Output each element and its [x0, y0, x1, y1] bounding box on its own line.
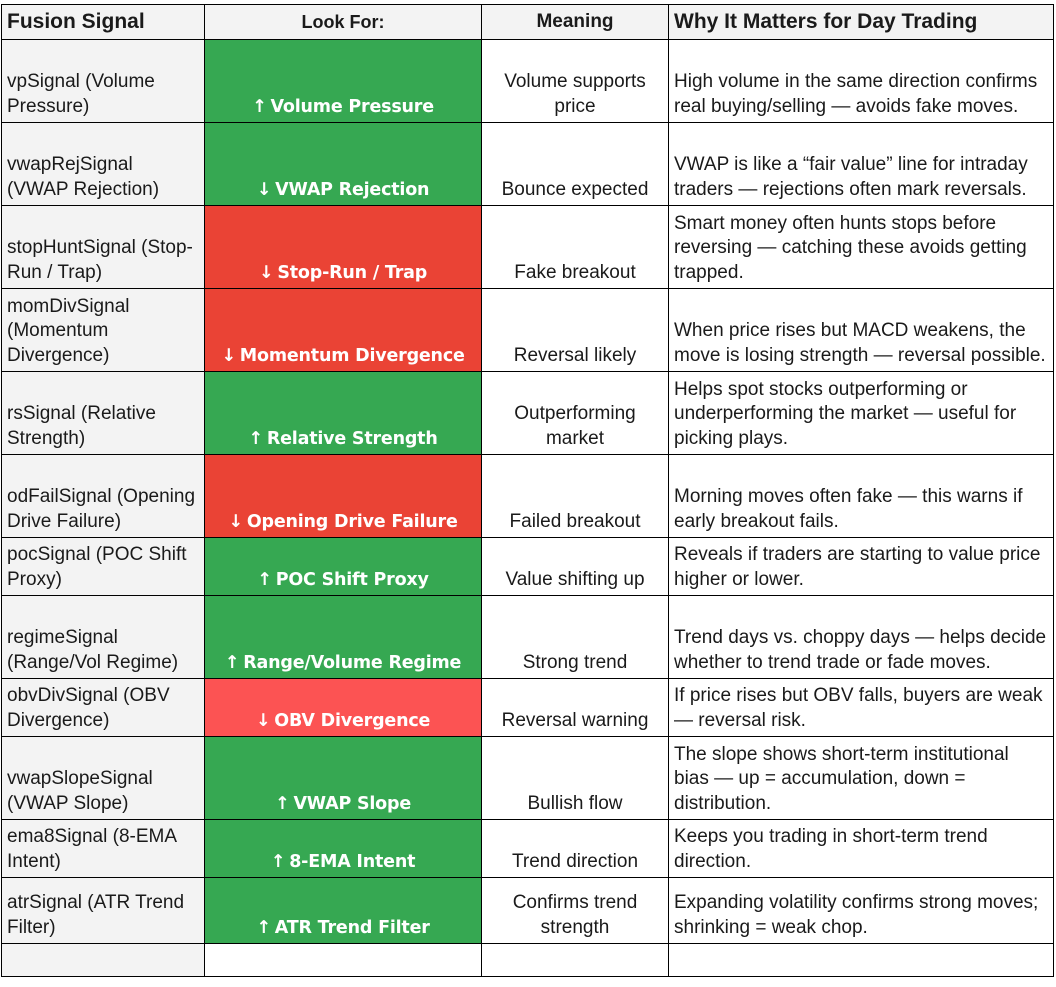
table-row	[2, 878, 1054, 944]
meaning-cell[interactable]: Bullish flow	[482, 737, 669, 820]
look-for-cell[interactable]	[205, 878, 482, 944]
table-row	[2, 596, 1054, 679]
look-for-cell[interactable]	[205, 123, 482, 206]
signal-cell[interactable]: vwapRejSignal (VWAP Rejection)	[2, 123, 205, 206]
look-for-label: ATR Trend Filter	[274, 917, 430, 938]
empty-cell[interactable]	[205, 944, 482, 977]
meaning-cell[interactable]: Strong trend	[482, 596, 669, 679]
look-for-cell[interactable]	[205, 455, 482, 538]
look-for-cell[interactable]	[205, 289, 482, 372]
look-for-cell[interactable]	[205, 538, 482, 596]
signal-cell[interactable]: obvDivSignal (OBV Divergence)	[2, 679, 205, 737]
header-look-for[interactable]: Look For:	[205, 5, 482, 40]
arrow-down-icon: ↓	[228, 511, 243, 532]
why-cell[interactable]: Helps spot stocks outperforming or underperforming the market — useful for picking plays.	[669, 372, 1054, 455]
look-for-cell[interactable]	[205, 372, 482, 455]
look-for-label: OBV Divergence	[274, 710, 431, 731]
why-cell[interactable]: Keeps you trading in short-term trend direction.	[669, 820, 1054, 878]
meaning-cell[interactable]: Failed breakout	[482, 455, 669, 538]
look-for-cell[interactable]	[205, 40, 482, 123]
why-cell[interactable]: The slope shows short-term institutional bias — up = accumulation, down = distribution.	[669, 737, 1054, 820]
signal-cell[interactable]: momDivSignal (Momentum Divergence)	[2, 289, 205, 372]
signals-table	[1, 4, 1054, 977]
signal-cell[interactable]: odFailSignal (Opening Drive Failure)	[2, 455, 205, 538]
table-body	[2, 40, 1054, 944]
arrow-up-icon: ↑	[274, 793, 290, 814]
meaning-cell[interactable]: Bounce expected	[482, 123, 669, 206]
why-cell[interactable]: VWAP is like a “fair value” line for intraday traders — rejections often mark reversals.	[669, 123, 1054, 206]
arrow-down-icon: ↓	[255, 710, 271, 731]
meaning-cell[interactable]: Volume supports price	[482, 40, 669, 123]
meaning-cell[interactable]: Outperforming market	[482, 372, 669, 455]
empty-cell[interactable]	[482, 944, 669, 977]
header-row	[2, 5, 1054, 40]
why-cell[interactable]: Expanding volatility confirms strong moves; shrinking = weak chop.	[669, 878, 1054, 944]
look-for-cell[interactable]	[205, 820, 482, 878]
empty-row	[2, 944, 1054, 977]
meaning-cell[interactable]: Reversal likely	[482, 289, 669, 372]
why-cell[interactable]: Trend days vs. choppy days — helps decide whether to trend trade or fade moves.	[669, 596, 1054, 679]
empty-cell[interactable]	[669, 944, 1054, 977]
signal-cell[interactable]: ema8Signal (8-EMA Intent)	[2, 820, 205, 878]
meaning-cell[interactable]: Reversal warning	[482, 679, 669, 737]
why-cell[interactable]: Reveals if traders are starting to value price higher or lower.	[669, 538, 1054, 596]
look-for-cell[interactable]	[205, 596, 482, 679]
arrow-up-icon: ↑	[224, 652, 240, 673]
look-for-label: Range/Volume Regime	[243, 652, 462, 673]
table-row	[2, 737, 1054, 820]
look-for-cell[interactable]	[205, 737, 482, 820]
header-meaning[interactable]: Meaning	[482, 5, 669, 40]
why-cell[interactable]: If price rises but OBV falls, buyers are weak — reversal risk.	[669, 679, 1054, 737]
meaning-cell[interactable]: Confirms trend strength	[482, 878, 669, 944]
table-row	[2, 679, 1054, 737]
table-row	[2, 206, 1054, 289]
signal-cell[interactable]: rsSignal (Relative Strength)	[2, 372, 205, 455]
look-for-cell[interactable]	[205, 679, 482, 737]
table-row	[2, 538, 1054, 596]
signal-cell[interactable]: atrSignal (ATR Trend Filter)	[2, 878, 205, 944]
look-for-cell[interactable]	[205, 206, 482, 289]
signal-cell[interactable]: stopHuntSignal (Stop-Run / Trap)	[2, 206, 205, 289]
look-for-label: VWAP Rejection	[275, 179, 430, 200]
arrow-up-icon: ↑	[256, 917, 271, 938]
table-row	[2, 455, 1054, 538]
why-cell[interactable]: Morning moves often fake — this warns if early breakout fails.	[669, 455, 1054, 538]
look-for-label: Stop-Run / Trap	[277, 262, 428, 283]
look-for-label: VWAP Slope	[293, 793, 411, 814]
look-for-label: Momentum Divergence	[239, 345, 465, 366]
meaning-cell[interactable]: Fake breakout	[482, 206, 669, 289]
header-fusion-signal[interactable]: Fusion Signal	[2, 5, 205, 40]
why-cell[interactable]: When price rises but MACD weakens, the move is losing strength — reversal possible.	[669, 289, 1054, 372]
arrow-up-icon: ↑	[248, 428, 263, 449]
meaning-cell[interactable]: Trend direction	[482, 820, 669, 878]
table-row	[2, 372, 1054, 455]
why-cell[interactable]: Smart money often hunts stops before reversing — catching these avoids getting trapped.	[669, 206, 1054, 289]
table-row	[2, 123, 1054, 206]
look-for-label: Volume Pressure	[270, 96, 434, 117]
table-row	[2, 289, 1054, 372]
arrow-up-icon: ↑	[270, 851, 286, 872]
arrow-up-icon: ↑	[257, 569, 272, 590]
table-row	[2, 40, 1054, 123]
look-for-label: 8-EMA Intent	[289, 851, 416, 872]
meaning-cell[interactable]: Value shifting up	[482, 538, 669, 596]
empty-cell[interactable]	[2, 944, 205, 977]
look-for-label: Opening Drive Failure	[246, 511, 458, 532]
why-cell[interactable]: High volume in the same direction confirms real buying/selling — avoids fake moves.	[669, 40, 1054, 123]
signal-cell[interactable]: regimeSignal (Range/Vol Regime)	[2, 596, 205, 679]
arrow-down-icon: ↓	[258, 262, 274, 283]
signal-cell[interactable]: vwapSlopeSignal (VWAP Slope)	[2, 737, 205, 820]
look-for-label: Relative Strength	[266, 428, 438, 449]
arrow-up-icon: ↑	[252, 96, 267, 117]
arrow-down-icon: ↓	[221, 345, 236, 366]
signal-cell[interactable]: pocSignal (POC Shift Proxy)	[2, 538, 205, 596]
header-why-it-matters[interactable]: Why It Matters for Day Trading	[669, 5, 1054, 40]
signal-cell[interactable]: vpSignal (Volume Pressure)	[2, 40, 205, 123]
look-for-label: POC Shift Proxy	[275, 569, 429, 590]
arrow-down-icon: ↓	[256, 179, 272, 200]
table-row	[2, 820, 1054, 878]
